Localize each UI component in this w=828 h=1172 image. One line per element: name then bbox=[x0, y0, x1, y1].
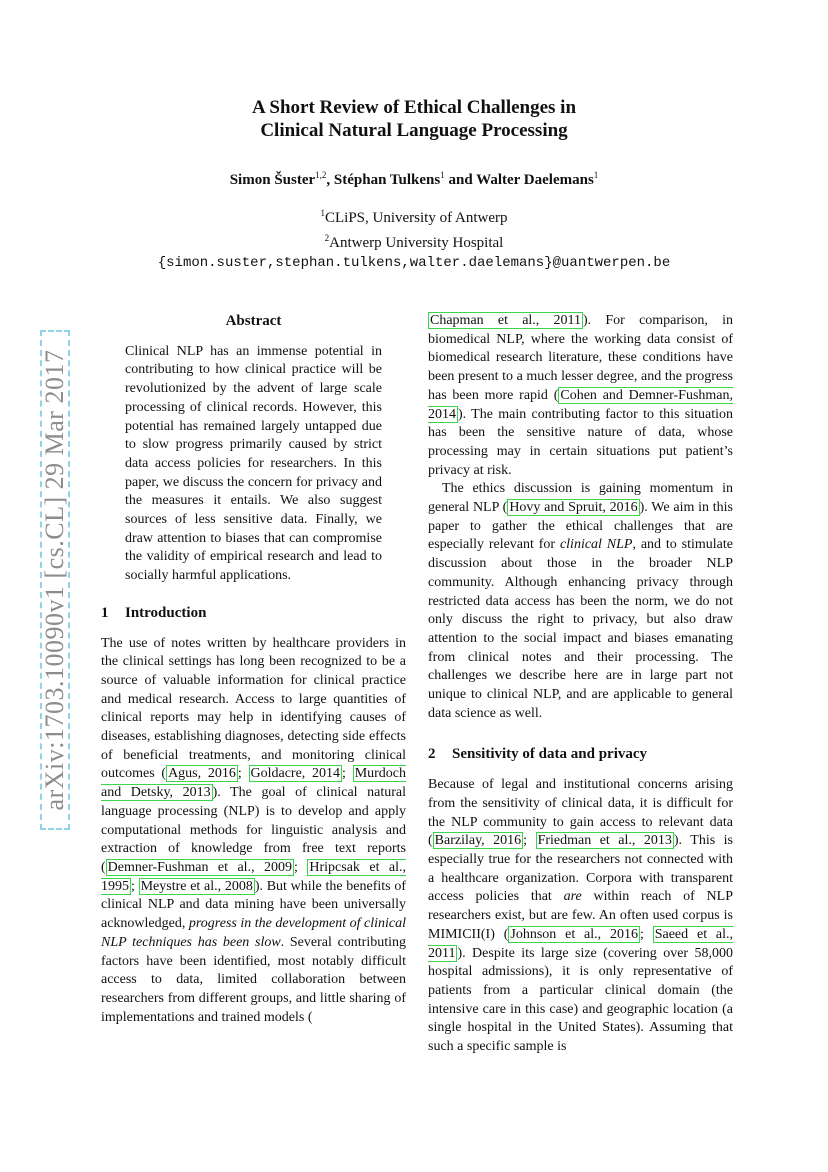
author-2-affil: 1 bbox=[440, 170, 445, 180]
citation-link[interactable]: Hripcsak et al., 1995 bbox=[101, 859, 407, 894]
abstract-heading: Abstract bbox=[225, 313, 282, 329]
author-list bbox=[0, 170, 828, 189]
left-column bbox=[101, 312, 406, 1027]
intro-paragraph-1-continued: Chapman et al., 2011 ). For comparison, in biomedical NLP, where the working data consist of biomedical research literature, these conditions have been present to a much lesser degree, and the progress has been more rapid ( Cohen and Demner-Fushman, 2014 ). The main contributing factor to this situation has been the sensitive nature of data, whose processing may in certain situations put patient’s privacy at risk. bbox=[428, 313, 733, 478]
affiliation-2: $^2$Antwerp University Hospital bbox=[324, 233, 504, 251]
author-3: Walter Daelemans bbox=[476, 172, 594, 188]
citation-link[interactable]: Agus, 2016 bbox=[168, 766, 236, 782]
affiliations bbox=[0, 203, 828, 273]
author-emails: {simon.suster,stephan.tulkens,walter.daelemans}@uantwerpen.be bbox=[157, 255, 671, 271]
abstract-text: Clinical NLP has an immense potential in contributing to how clinical practice will be revolutionized by the advent of large scale processing of clinical records. However, this potential has remained largely untapped due to slow progress primarily caused by strict data access policies for researchers. In this paper, we discuss the concern for privacy and the measures it entails. We also suggest sources of less sensitive data. Finally, we draw attention to biases that can compromise the validity of empirical research and lead to socially harmful applications. bbox=[125, 343, 382, 584]
citation-link[interactable]: Murdoch and Detsky, 2013 bbox=[101, 766, 407, 801]
author-separator: , bbox=[326, 172, 334, 188]
title-line-1: A Short Review of Ethical Challenges in bbox=[251, 97, 577, 118]
author-1: Simon Šuster bbox=[229, 172, 316, 188]
affiliation-1: $^1$CLiPS, University of Antwerp bbox=[320, 208, 508, 226]
section-title: Sensitivity of data and privacy bbox=[452, 746, 648, 763]
section-2-heading bbox=[428, 745, 733, 764]
citation-link[interactable]: Demner-Fushman et al., 2009 bbox=[107, 859, 293, 875]
right-column bbox=[428, 312, 733, 1057]
intro-paragraph-2: The ethics discussion is gaining momentum in general NLP ( Hovy and Spruit, 2016 ). We aim in this paper to gather the ethical challenges that are especially relevant for clinical NLP, and to stimulate discussion about those in the broader NLP community. Although enhancing privacy through restricted data access has been the norm, we do not only discuss the right to privacy, but also draw attention to the social impact and biases emanating from clinical notes and their processing. The challenges we describe here are in large part not unique to clinical NLP, and are applicable to general data science as well. bbox=[428, 481, 733, 721]
paper-title bbox=[0, 96, 828, 142]
author-2: Stéphan Tulkens bbox=[333, 172, 441, 188]
citation-link[interactable]: Meystre et al., 2008 bbox=[140, 878, 253, 894]
citation-link[interactable]: Chapman et al., 2011 bbox=[430, 313, 582, 328]
arxiv-stamp bbox=[40, 330, 70, 830]
author-1-affil: 1,2 bbox=[315, 170, 327, 180]
citation-link[interactable]: Cohen and Demner-Fushman, 2014 bbox=[428, 387, 733, 422]
arxiv-stamp-text: arXiv:1703.10090v1 [cs.CL] 29 Mar 2017 bbox=[40, 349, 69, 811]
author-separator: and bbox=[444, 172, 477, 188]
emphasis-text: progress in the development of clinical NLP techniques has been slow bbox=[101, 916, 406, 950]
section-1-heading bbox=[101, 604, 406, 623]
section-number: 2 bbox=[428, 746, 436, 763]
emphasis-text: clinical NLP bbox=[559, 537, 633, 553]
paper-header bbox=[0, 96, 828, 273]
citation-link[interactable]: Saeed et al., 2011 bbox=[428, 926, 734, 961]
emphasis-text: are bbox=[563, 889, 582, 905]
citation-link[interactable]: Barzilay, 2016 bbox=[434, 833, 522, 849]
intro-paragraph-1: The use of notes written by healthcare providers in the clinical settings has long been recognized to be a source of valuable information for clinical practice and medical research. Access to large quantities of clinical reports may help in identifying causes of diseases, establishing diagnoses, detecting side effects of beneficial treatments, and monitoring clinical outcomes ( Agus, 2016 ; Goldacre, 2014 ; Murdoch and Detsky, 2013 ). The goal of clinical natural language processing (NLP) is to develop and apply computational methods for linguistic analysis and extraction of knowledge from free text reports ( Demner-Fushman et al., 2009 ; Hripcsak et al., 1995 ; Meystre et al., 2008 ). But while the benefits of clinical NLP and data mining have been universally acknowledged, progress in the development of clinical NLP techniques has been slow. Several contributing factors have been identified, most notably difficult access to data, limited collaboration between researchers from different groups, and little sharing of implementations and trained models ( bbox=[101, 635, 407, 1025]
section-title: Introduction bbox=[125, 604, 207, 621]
citation-link[interactable]: Goldacre, 2014 bbox=[250, 766, 341, 782]
citation-link[interactable]: Johnson et al., 2016 bbox=[510, 926, 638, 942]
section-number: 1 bbox=[101, 604, 109, 621]
author-3-affil: 1 bbox=[593, 170, 599, 180]
citation-link[interactable]: Friedman et al., 2013 bbox=[537, 833, 672, 849]
privacy-paragraph-1: Because of legal and institutional concerns arising from the sensitivity of clinical data, it is difficult for the NLP community to gain access to relevant data ( Barzilay, 2016 ; Friedman et al., 2013 ). This is especially true for the researchers not connected with a healthcare organization. Corpora with transparent access policies that are within reach of NLP researchers exist, but are few. An often used corpus is MIMICII(I) ( Johnson et al., 2016 ; Saeed et al., 2011 ). Despite its large size (covering over 58,000 hospital admissions), it is only representative of patients from a particular clinical domain (the intensive care in this case) and geographic location (a single hospital in the United States). Assuming that such a specific sample is bbox=[428, 777, 734, 1055]
title-line-2: Clinical Natural Language Processing bbox=[260, 120, 568, 141]
citation-link[interactable]: Hovy and Spruit, 2016 bbox=[509, 500, 638, 516]
